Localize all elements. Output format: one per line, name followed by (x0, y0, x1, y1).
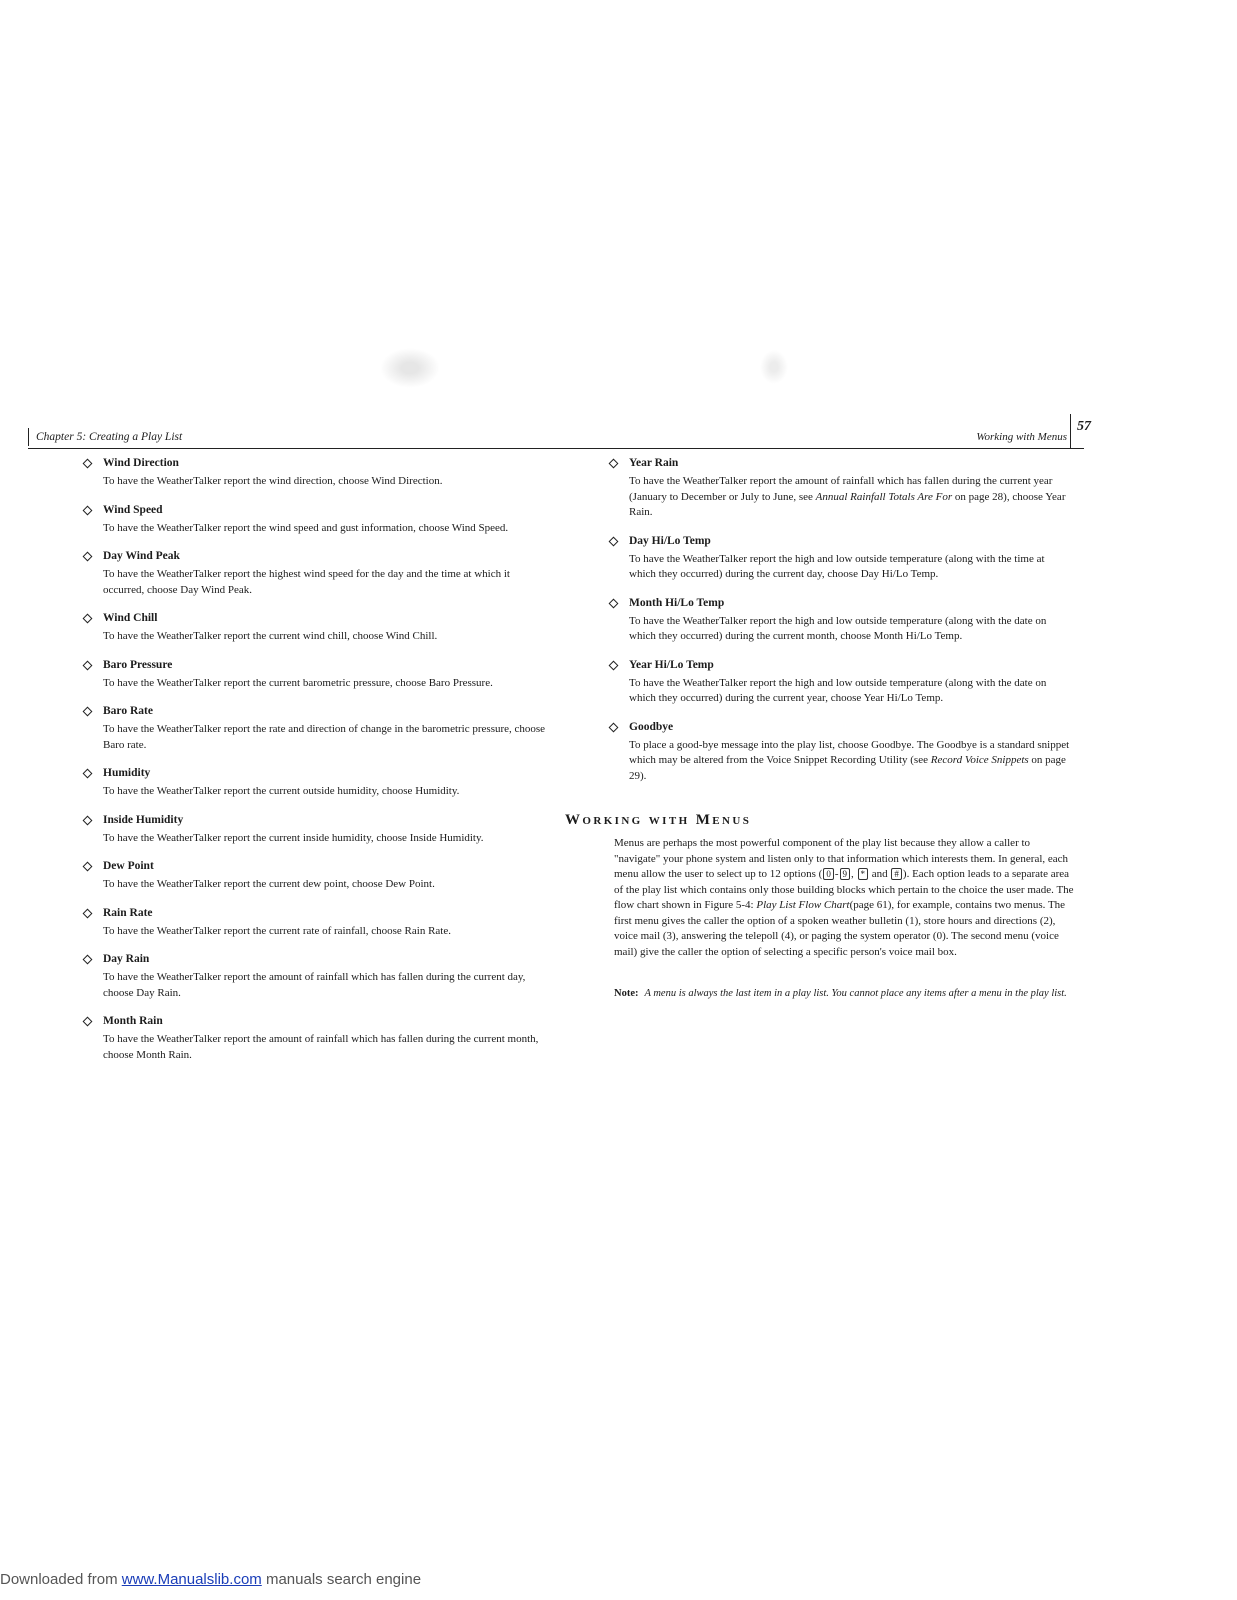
running-header-chapter: Chapter 5: Creating a Play List (28, 428, 182, 446)
diamond-bullet-icon (83, 707, 93, 717)
diamond-bullet-icon (609, 459, 619, 469)
item-title: Baro Pressure (103, 658, 173, 671)
item-title: Month Hi/Lo Temp (629, 596, 725, 609)
footer-text: Downloaded from (0, 1571, 122, 1588)
item-title: Goodbye (629, 720, 674, 733)
cross-reference: Annual Rainfall Totals Are For (815, 490, 953, 503)
item-title: Wind Speed (103, 503, 163, 516)
diamond-bullet-icon (83, 459, 93, 469)
item-title: Year Rain (629, 457, 679, 469)
body-text: on page 29). (629, 754, 1066, 782)
page-number: 57 (1077, 419, 1091, 434)
list-item (82, 859, 552, 893)
list-item (608, 596, 1074, 645)
list-item (82, 952, 552, 1001)
keypad-0-icon: 0 (823, 868, 834, 880)
cross-reference: Record Voice Snippets (930, 754, 1029, 766)
note-label: Note: (614, 988, 639, 999)
item-title: Day Wind Peak (103, 550, 180, 562)
running-header-section: Working with Menus (976, 431, 1067, 443)
body-text: and (869, 868, 891, 880)
keypad-9-icon: 9 (840, 868, 851, 880)
diamond-bullet-icon (83, 552, 93, 562)
item-body: To have the WeatherTalker report the current outside humidity, choose Humidity. (103, 785, 460, 797)
footer-text: manuals search engine (261, 1571, 422, 1588)
diamond-bullet-icon (83, 908, 93, 918)
item-body: To have the WeatherTalker report the current wind chill, choose Wind Chill. (103, 630, 438, 642)
header-separator (1070, 414, 1071, 448)
list-item (608, 456, 1074, 521)
body-text: (page 61), for example, contains two menus. The first menu gives the caller the option of a spoken weather bulletin (1), store hours and directions (2), voice mail (3), answering the telepoll (4), or paging the system operator (0). The second menu (voice mail) give the caller the option of selecting a specific person's voice mail box. (614, 899, 1066, 958)
right-column (608, 456, 1074, 797)
item-body: To have the WeatherTalker report the wind speed and gust information, choose Wind Speed. (103, 521, 509, 534)
body-text: Menus are perhaps the most powerful component of the play list because they allow a caller to "navigate" your phone system and listen only to that information which interests them. In general, each menu allow the user to select up to 12 options ( (614, 837, 1069, 880)
section-heading: Working with Menus (565, 812, 752, 828)
item-body: To have the WeatherTalker report the high and low outside temperature (along with the date on which they occurred) during the current year, choose Year Hi/Lo Temp. (629, 676, 1047, 704)
list-item (82, 766, 552, 800)
keypad-star-icon: * (858, 868, 869, 880)
item-title: Rain Rate (103, 906, 153, 919)
list-item (82, 906, 552, 940)
list-item (82, 611, 552, 645)
menus-paragraph (614, 836, 1074, 960)
item-body: To have the WeatherTalker report the current rate of rainfall, choose Rain Rate. (103, 924, 451, 937)
item-title: Day Hi/Lo Temp (629, 534, 711, 547)
item-body: To have the WeatherTalker report the current inside humidity, choose Inside Humidity. (103, 831, 484, 844)
body-text: - (834, 868, 839, 880)
list-item (82, 813, 552, 847)
item-body: To have the WeatherTalker report the amount of rainfall which has fallen during the current month, choose Month Rain. (103, 1033, 539, 1061)
item-title: Baro Rate (103, 705, 153, 717)
diamond-bullet-icon (83, 1017, 93, 1027)
list-item (82, 1014, 552, 1063)
download-footer (0, 1571, 421, 1588)
scan-artifact (380, 348, 440, 388)
item-body: To have the WeatherTalker report the high and low outside temperature (along with the time at which they occurred) during the current day, choose Day Hi/Lo Temp. (629, 552, 1045, 580)
note (614, 987, 1084, 1001)
item-body: To have the WeatherTalker report the current dew point, choose Dew Point. (103, 878, 435, 890)
item-title: Wind Direction (103, 457, 179, 469)
item-body (629, 738, 1074, 785)
diamond-bullet-icon (83, 769, 93, 779)
list-item (82, 658, 552, 692)
diamond-bullet-icon (609, 722, 619, 732)
diamond-bullet-icon (609, 536, 619, 546)
body-text: , (851, 868, 854, 880)
figure-reference: Play List Flow Chart (756, 899, 850, 911)
diamond-bullet-icon (609, 660, 619, 670)
item-title: Humidity (103, 767, 151, 779)
item-body: To have the WeatherTalker report the current barometric pressure, choose Baro Pressure. (103, 676, 493, 689)
body-text: To have the WeatherTalker report the amount of rainfall which has fallen during the current year (January to December or July to June, see (629, 475, 1053, 503)
diamond-bullet-icon (83, 614, 93, 624)
item-title: Day Rain (103, 953, 150, 965)
item-title: Month Rain (103, 1015, 163, 1027)
list-item (82, 704, 552, 753)
item-title: Wind Chill (103, 612, 158, 624)
diamond-bullet-icon (83, 862, 93, 872)
diamond-bullet-icon (83, 505, 93, 515)
item-body: To have the WeatherTalker report the wind direction, choose Wind Direction. (103, 475, 443, 487)
body-text: ). Each option leads to a separate area of the play list which contains only those building blocks which pertain to the choice the user made. The flow chart shown in Figure 5-4: (614, 868, 1074, 911)
item-body: To have the WeatherTalker report the high and low outside temperature (along with the date on which they occurred) during the current month, choose Month Hi/Lo Temp. (629, 614, 1047, 642)
item-title: Inside Humidity (103, 813, 184, 826)
body-text: on page 28), choose Year Rain. (629, 490, 1066, 518)
left-column (82, 456, 552, 1076)
item-body: To have the WeatherTalker report the highest wind speed for the day and the time at which it occurred, choose Day Wind Peak. (103, 568, 510, 596)
item-body: To have the WeatherTalker report the rate and direction of change in the barometric pressure, choose Baro rate. (103, 723, 546, 751)
manualslib-link[interactable]: www.Manualslib.com (121, 1571, 262, 1588)
list-item (82, 503, 552, 537)
diamond-bullet-icon (83, 955, 93, 965)
item-title: Year Hi/Lo Temp (629, 658, 714, 671)
diamond-bullet-icon (83, 660, 93, 670)
diamond-bullet-icon (83, 815, 93, 825)
item-body: To have the WeatherTalker report the amount of rainfall which has fallen during the current day, choose Day Rain. (103, 971, 526, 999)
keypad-hash-icon: # (891, 868, 902, 880)
list-item (608, 534, 1074, 583)
list-item (82, 549, 552, 598)
list-item (82, 456, 552, 490)
body-text: To place a good-bye message into the play list, choose Goodbye. The Goodbye is a standard snippet which may be altered from the Voice Snippet Recording Utility (see (629, 738, 1070, 766)
list-item (608, 720, 1074, 785)
note-text: A menu is always the last item in a play list. You cannot place any items after a menu in the play list. (644, 988, 1067, 999)
diamond-bullet-icon (609, 598, 619, 608)
item-title: Dew Point (103, 860, 154, 872)
list-item (608, 658, 1074, 707)
scan-artifact (760, 350, 788, 384)
header-rule (28, 448, 1084, 449)
item-body (629, 474, 1074, 521)
